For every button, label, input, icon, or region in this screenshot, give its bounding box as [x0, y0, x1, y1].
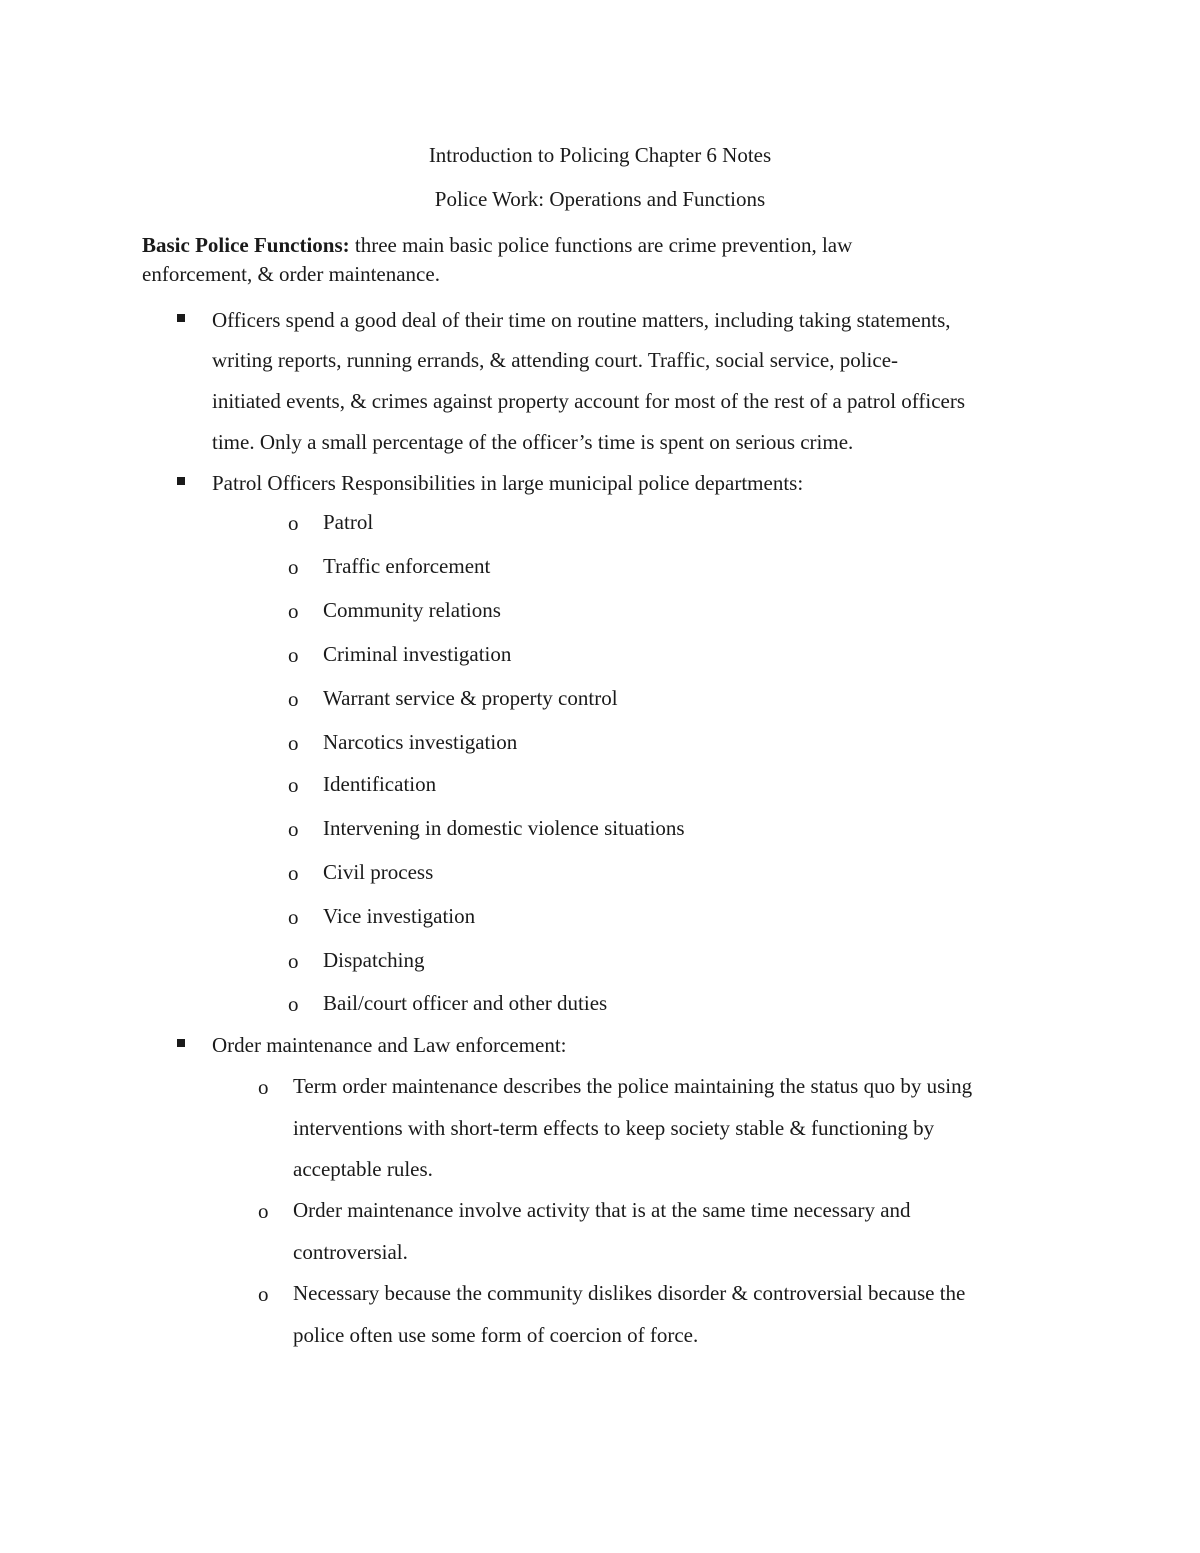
list-item: Traffic enforcement [323, 554, 491, 578]
hollow-bullet-icon: o [288, 992, 299, 1016]
hollow-bullet-icon: o [258, 1075, 269, 1099]
hollow-bullet-icon: o [288, 599, 299, 623]
intro-text: three main basic police functions are crime prevention, law [354, 233, 853, 257]
list-item: Patrol [323, 510, 374, 534]
list-item: Narcotics investigation [323, 730, 518, 754]
square-bullet-icon [177, 314, 185, 322]
page-subtitle: Police Work: Operations and Functions [434, 187, 766, 211]
hollow-bullet-icon: o [288, 687, 299, 711]
sub-item-line: Necessary because the community dislikes disorder & controversial because the [293, 1281, 966, 1305]
bullet1-line: time. Only a small percentage of the officer’s time is spent on serious crime. [212, 430, 854, 454]
hollow-bullet-icon: o [258, 1282, 269, 1306]
page-title: Introduction to Policing Chapter 6 Notes [428, 143, 772, 167]
hollow-bullet-icon: o [288, 511, 299, 535]
sub-item-line: Term order maintenance describes the police maintaining the status quo by using [293, 1074, 973, 1098]
hollow-bullet-icon: o [288, 731, 299, 755]
bullet2-text: Patrol Officers Responsibilities in large municipal police departments: [212, 471, 804, 495]
hollow-bullet-icon: o [288, 773, 299, 797]
list-item: Civil process [323, 860, 434, 884]
square-bullet-icon [177, 1039, 185, 1047]
sub-item-line: acceptable rules. [293, 1157, 433, 1181]
bullet1-line: writing reports, running errands, & attending court. Traffic, social service, police- [212, 348, 899, 372]
bullet1-line: initiated events, & crimes against property account for most of the rest of a patrol officers [212, 389, 966, 413]
hollow-bullet-icon: o [288, 643, 299, 667]
list-item: Vice investigation [323, 904, 476, 928]
list-item: Intervening in domestic violence situations [323, 816, 685, 840]
list-item: Dispatching [323, 948, 425, 972]
list-item: Community relations [323, 598, 501, 622]
list-item: Criminal investigation [323, 642, 512, 666]
intro-paragraph [142, 233, 852, 258]
hollow-bullet-icon: o [288, 555, 299, 579]
list-item: Identification [323, 772, 437, 796]
intro-text-continued: enforcement, & order maintenance. [142, 262, 440, 286]
hollow-bullet-icon: o [288, 949, 299, 973]
hollow-bullet-icon: o [288, 861, 299, 885]
intro-label: Basic Police Functions: [142, 233, 350, 257]
sub-item-line: controversial. [293, 1240, 408, 1264]
sub-item-line: Order maintenance involve activity that is at the same time necessary and [293, 1198, 911, 1222]
hollow-bullet-icon: o [288, 905, 299, 929]
sub-item-line: interventions with short-term effects to keep society stable & functioning by [293, 1116, 935, 1140]
list-item: Bail/court officer and other duties [323, 991, 608, 1015]
sub-item-line: police often use some form of coercion of force. [293, 1323, 699, 1347]
list-item: Warrant service & property control [323, 686, 618, 710]
bullet3-text: Order maintenance and Law enforcement: [212, 1033, 567, 1057]
square-bullet-icon [177, 477, 185, 485]
hollow-bullet-icon: o [258, 1199, 269, 1223]
hollow-bullet-icon: o [288, 817, 299, 841]
bullet1-line: Officers spend a good deal of their time on routine matters, including taking statements, [212, 308, 951, 332]
